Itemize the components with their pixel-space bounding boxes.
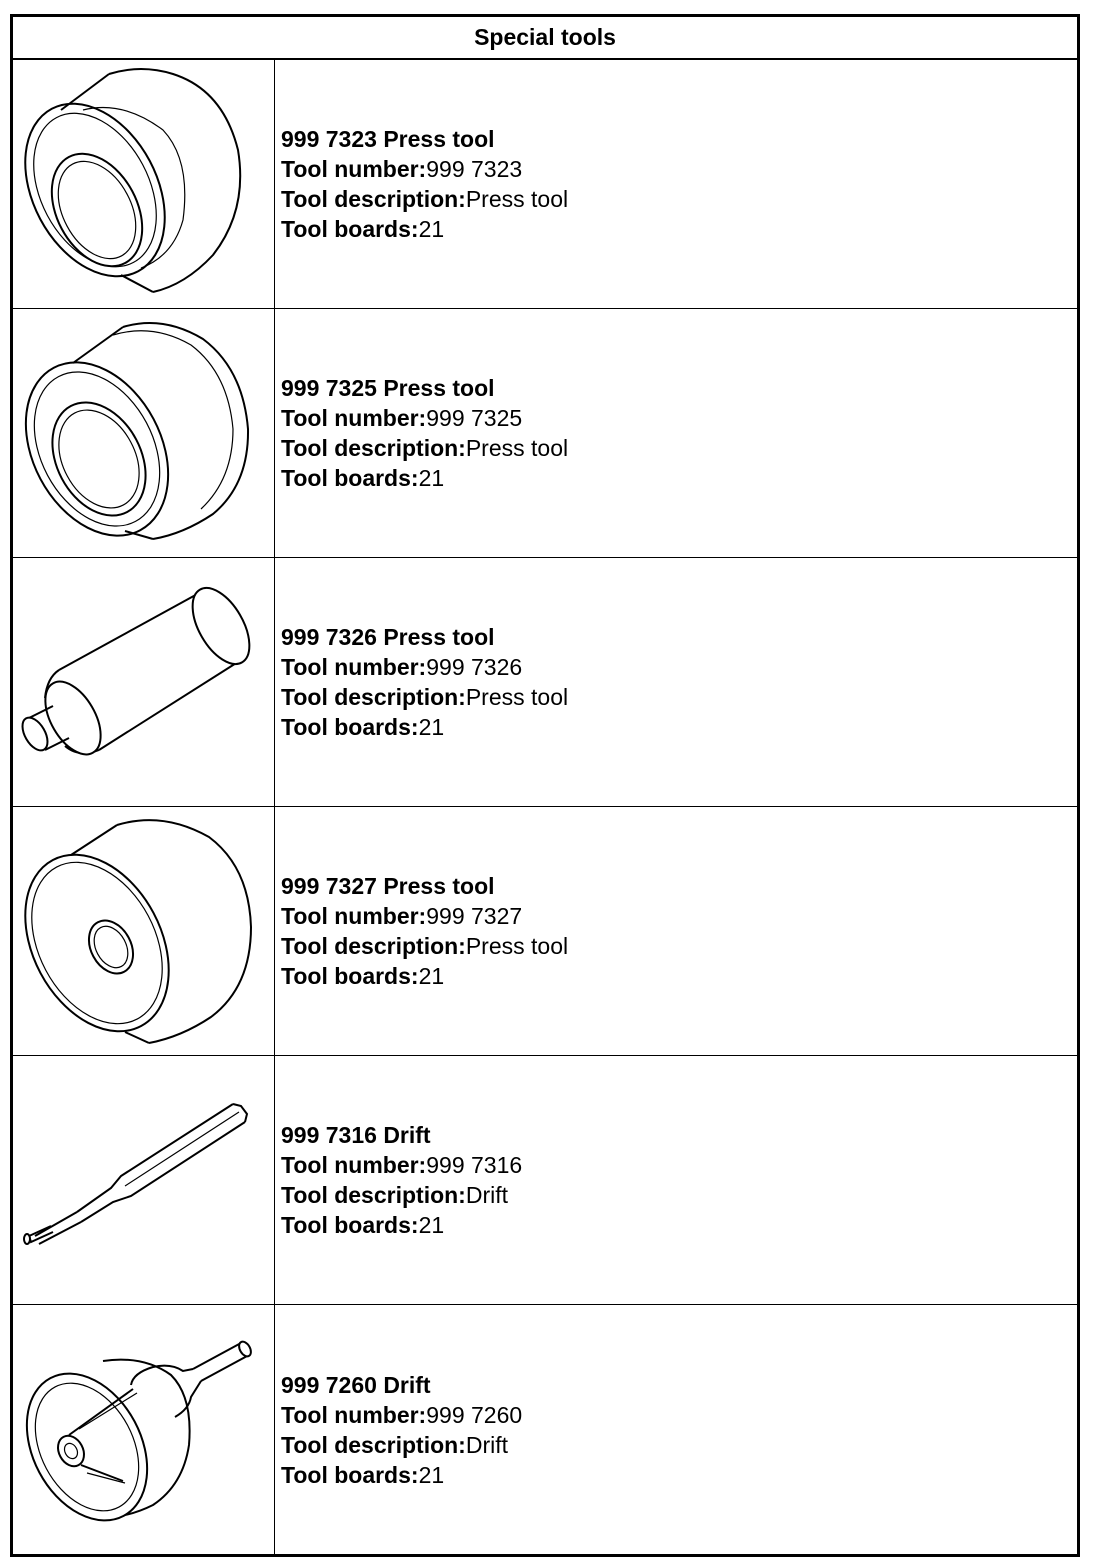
tool-image-cell — [13, 309, 275, 557]
tool-info — [281, 1305, 1077, 1555]
tool-title: 999 7327 Press tool — [281, 873, 495, 899]
tool-number-line: Tool number:999 7260 — [281, 1402, 523, 1428]
tool-number-line: Tool number:999 7325 — [281, 405, 523, 431]
tool-boards-line: Tool boards:21 — [281, 714, 445, 740]
tool-boards-line: Tool boards:21 — [281, 1212, 445, 1238]
tool-boards: 21 — [418, 216, 445, 242]
press-tool-disc-illustration — [13, 807, 275, 1056]
tool-description-line: Tool description:Press tool — [281, 186, 569, 212]
tool-description: Drift — [465, 1432, 509, 1458]
press-tool-cup-illustration — [13, 60, 275, 309]
tool-boards: 21 — [418, 1462, 445, 1488]
tool-number-line: Tool number:999 7327 — [281, 903, 523, 929]
tool-description-line: Tool description:Press tool — [281, 435, 569, 461]
tool-description: Press tool — [465, 435, 569, 461]
tool-boards: 21 — [418, 714, 445, 740]
special-tools-table — [10, 14, 1080, 1557]
tool-description: Press tool — [465, 186, 569, 212]
tool-number-line: Tool number:999 7316 — [281, 1152, 523, 1178]
tool-image-cell — [13, 1056, 275, 1304]
tool-boards-line: Tool boards:21 — [281, 963, 445, 989]
table-row — [13, 309, 1077, 558]
tool-boards-line: Tool boards:21 — [281, 1462, 445, 1488]
tool-image-cell — [13, 558, 275, 806]
tool-title: 999 7316 Drift — [281, 1122, 431, 1148]
tool-boards-line: Tool boards:21 — [281, 465, 445, 491]
tool-number: 999 7260 — [426, 1402, 523, 1428]
tool-boards: 21 — [418, 1212, 445, 1238]
table-row — [13, 60, 1077, 309]
tool-description-line: Tool description:Press tool — [281, 933, 569, 959]
tool-description: Press tool — [465, 933, 569, 959]
press-tool-cylinder-illustration — [13, 558, 275, 807]
tool-description-line: Tool description:Drift — [281, 1182, 509, 1208]
tool-description: Press tool — [465, 684, 569, 710]
table-row — [13, 1305, 1077, 1555]
tool-info — [281, 309, 1077, 557]
tool-image-cell — [13, 807, 275, 1055]
table-row — [13, 558, 1077, 807]
press-tool-stepped-illustration — [13, 309, 275, 558]
tool-image-cell — [13, 1305, 275, 1555]
tool-image-cell — [13, 60, 275, 308]
tool-rows — [13, 60, 1077, 1555]
tool-title: 999 7260 Drift — [281, 1372, 431, 1398]
tool-info — [281, 60, 1077, 308]
tool-number: 999 7325 — [426, 405, 523, 431]
table-row — [13, 807, 1077, 1056]
table-row — [13, 1056, 1077, 1305]
tool-boards: 21 — [418, 465, 445, 491]
drift-pin-illustration — [13, 1056, 275, 1305]
tool-description-line: Tool description:Press tool — [281, 684, 569, 710]
table-title: Special tools — [474, 24, 616, 50]
tool-number-line: Tool number:999 7326 — [281, 654, 523, 680]
tool-description-line: Tool description:Drift — [281, 1432, 509, 1458]
tool-number: 999 7327 — [426, 903, 523, 929]
tool-number: 999 7316 — [426, 1152, 523, 1178]
tool-title: 999 7325 Press tool — [281, 375, 495, 401]
tool-number: 999 7323 — [426, 156, 523, 182]
tool-boards-line: Tool boards:21 — [281, 216, 445, 242]
tool-number-line: Tool number:999 7323 — [281, 156, 523, 182]
tool-boards: 21 — [418, 963, 445, 989]
tool-info — [281, 1056, 1077, 1304]
drift-cup-illustration — [13, 1305, 275, 1554]
table-header — [13, 17, 1077, 60]
tool-title: 999 7323 Press tool — [281, 126, 495, 152]
tool-info — [281, 807, 1077, 1055]
tool-number: 999 7326 — [426, 654, 523, 680]
tool-description: Drift — [465, 1182, 509, 1208]
tool-title: 999 7326 Press tool — [281, 624, 495, 650]
tool-info — [281, 558, 1077, 806]
